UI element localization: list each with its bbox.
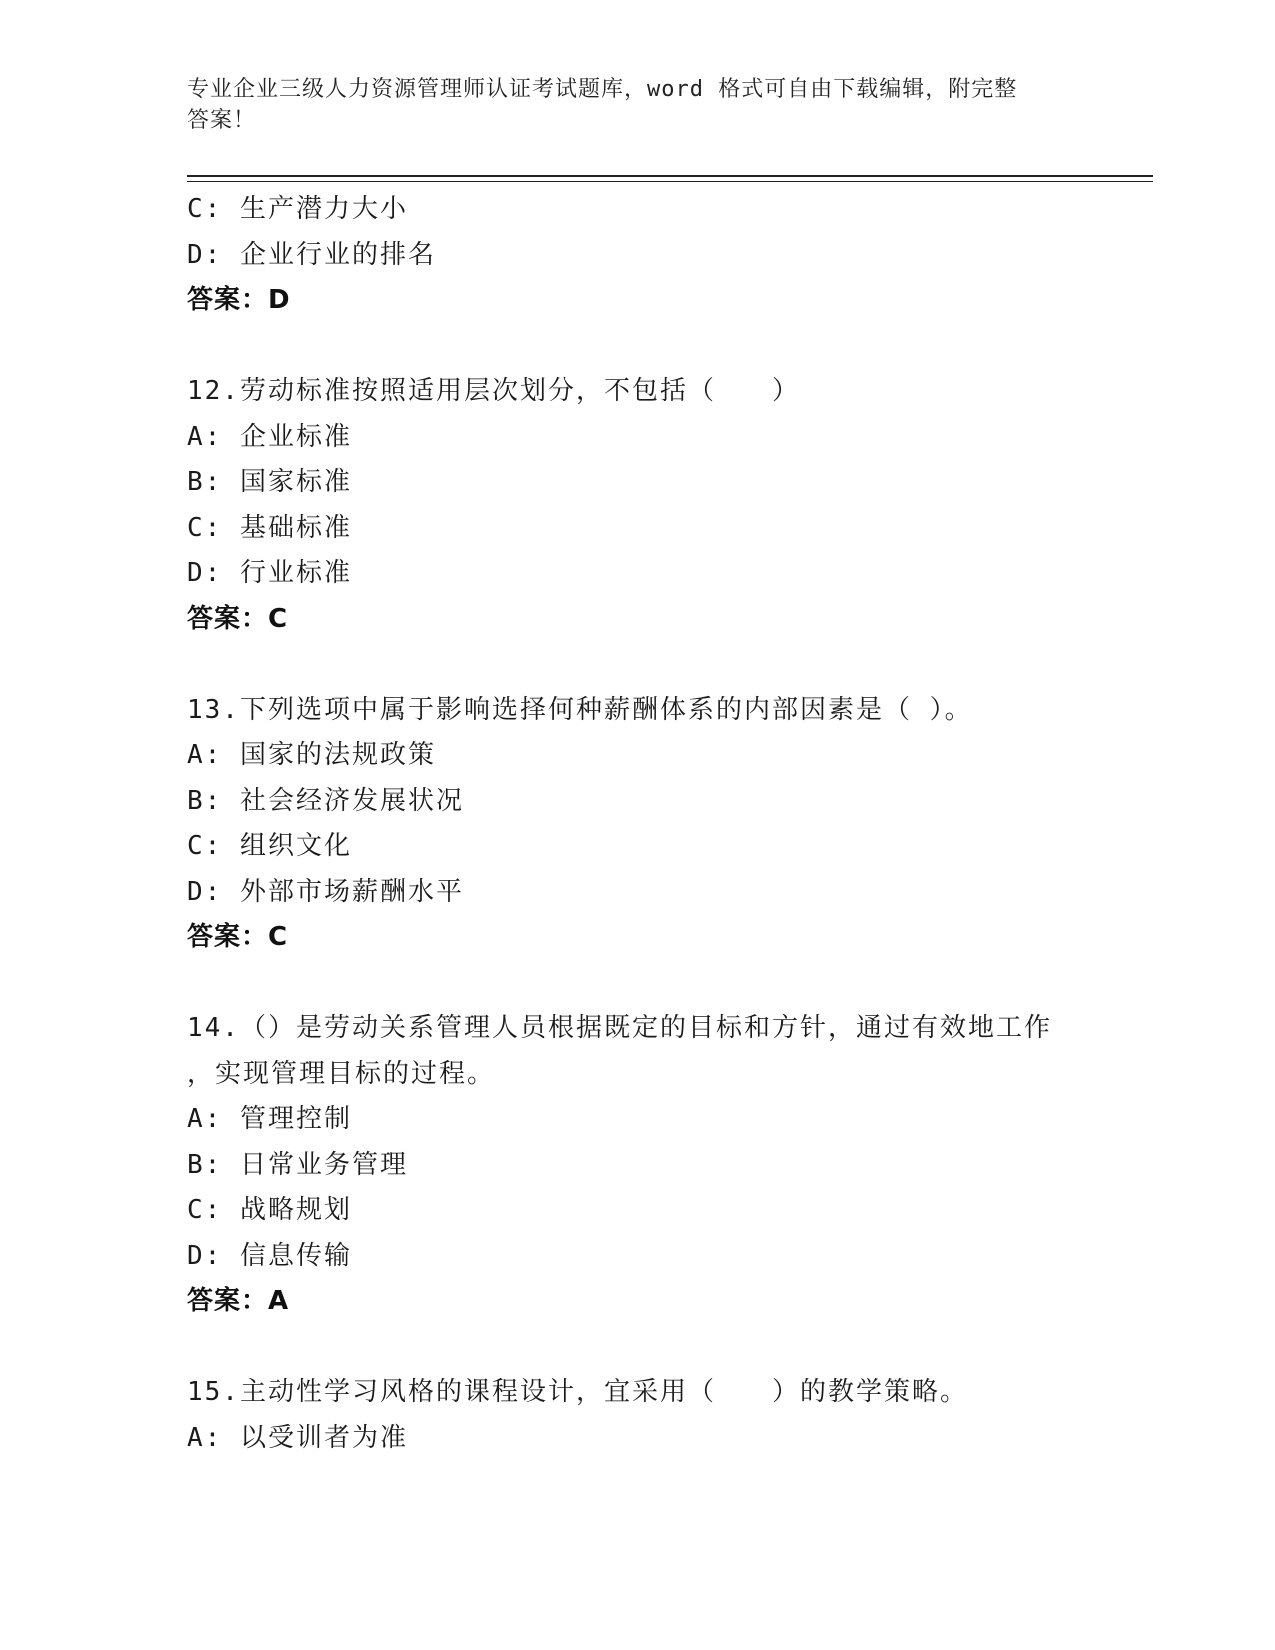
q12-option-d: D: 行业标准 bbox=[187, 558, 352, 588]
q11-option-d: D: 企业行业的排名 bbox=[187, 239, 436, 270]
header-line-2: 答案！ bbox=[187, 108, 257, 133]
spacer bbox=[187, 642, 1087, 688]
q14-option-b: B: 日常业务管理 bbox=[187, 1149, 408, 1180]
q14-option-a: A: 管理控制 bbox=[187, 1104, 352, 1134]
q13-option-a: A: 国家的法规政策 bbox=[187, 740, 436, 770]
header-rule-thin bbox=[187, 181, 1153, 182]
q12-answer: 答案：C bbox=[187, 603, 289, 634]
q12-option-a: A: 企业标准 bbox=[187, 421, 352, 452]
q14-question-line-1: 14.（）是劳动关系管理人员根据既定的目标和方针，通过有效地工作 bbox=[187, 1013, 1052, 1043]
q12-option-b: B: 国家标准 bbox=[187, 467, 352, 497]
spacer bbox=[187, 961, 1087, 1007]
q13-option-c: C: 组织文化 bbox=[187, 831, 352, 861]
header-rule-thick bbox=[187, 175, 1153, 177]
header-line-1: 专业企业三级人力资源管理师认证考试题库，word 格式可自由下载编辑，附完整 bbox=[187, 77, 1018, 102]
question-list bbox=[187, 187, 1087, 1461]
q13-question: 13.下列选项中属于影响选择何种薪酬体系的内部因素是（ ）。 bbox=[187, 694, 973, 725]
q11-option-c: C: 生产潜力大小 bbox=[187, 194, 408, 224]
q11-answer: 答案：D bbox=[187, 285, 291, 315]
q14-option-c: C: 战略规划 bbox=[187, 1195, 352, 1225]
q13-answer: 答案：C bbox=[187, 922, 289, 952]
q14-answer: 答案：A bbox=[187, 1286, 290, 1316]
q12-question: 12.劳动标准按照适用层次划分，不包括（ ） bbox=[187, 376, 800, 406]
q14-question-line-2: ，实现管理目标的过程。 bbox=[187, 1058, 496, 1089]
spacer bbox=[187, 324, 1087, 370]
q15-question: 15.主动性学习风格的课程设计，宜采用（ ）的教学策略。 bbox=[187, 1377, 968, 1407]
q13-option-d: D: 外部市场薪酬水平 bbox=[187, 876, 464, 907]
q13-option-b: B: 社会经济发展状况 bbox=[187, 785, 464, 816]
document-header bbox=[187, 74, 1067, 136]
q14-option-d: D: 信息传输 bbox=[187, 1240, 352, 1271]
q15-option-a: A: 以受训者为准 bbox=[187, 1422, 408, 1453]
spacer bbox=[187, 1325, 1087, 1371]
q12-option-c: C: 基础标准 bbox=[187, 512, 352, 543]
